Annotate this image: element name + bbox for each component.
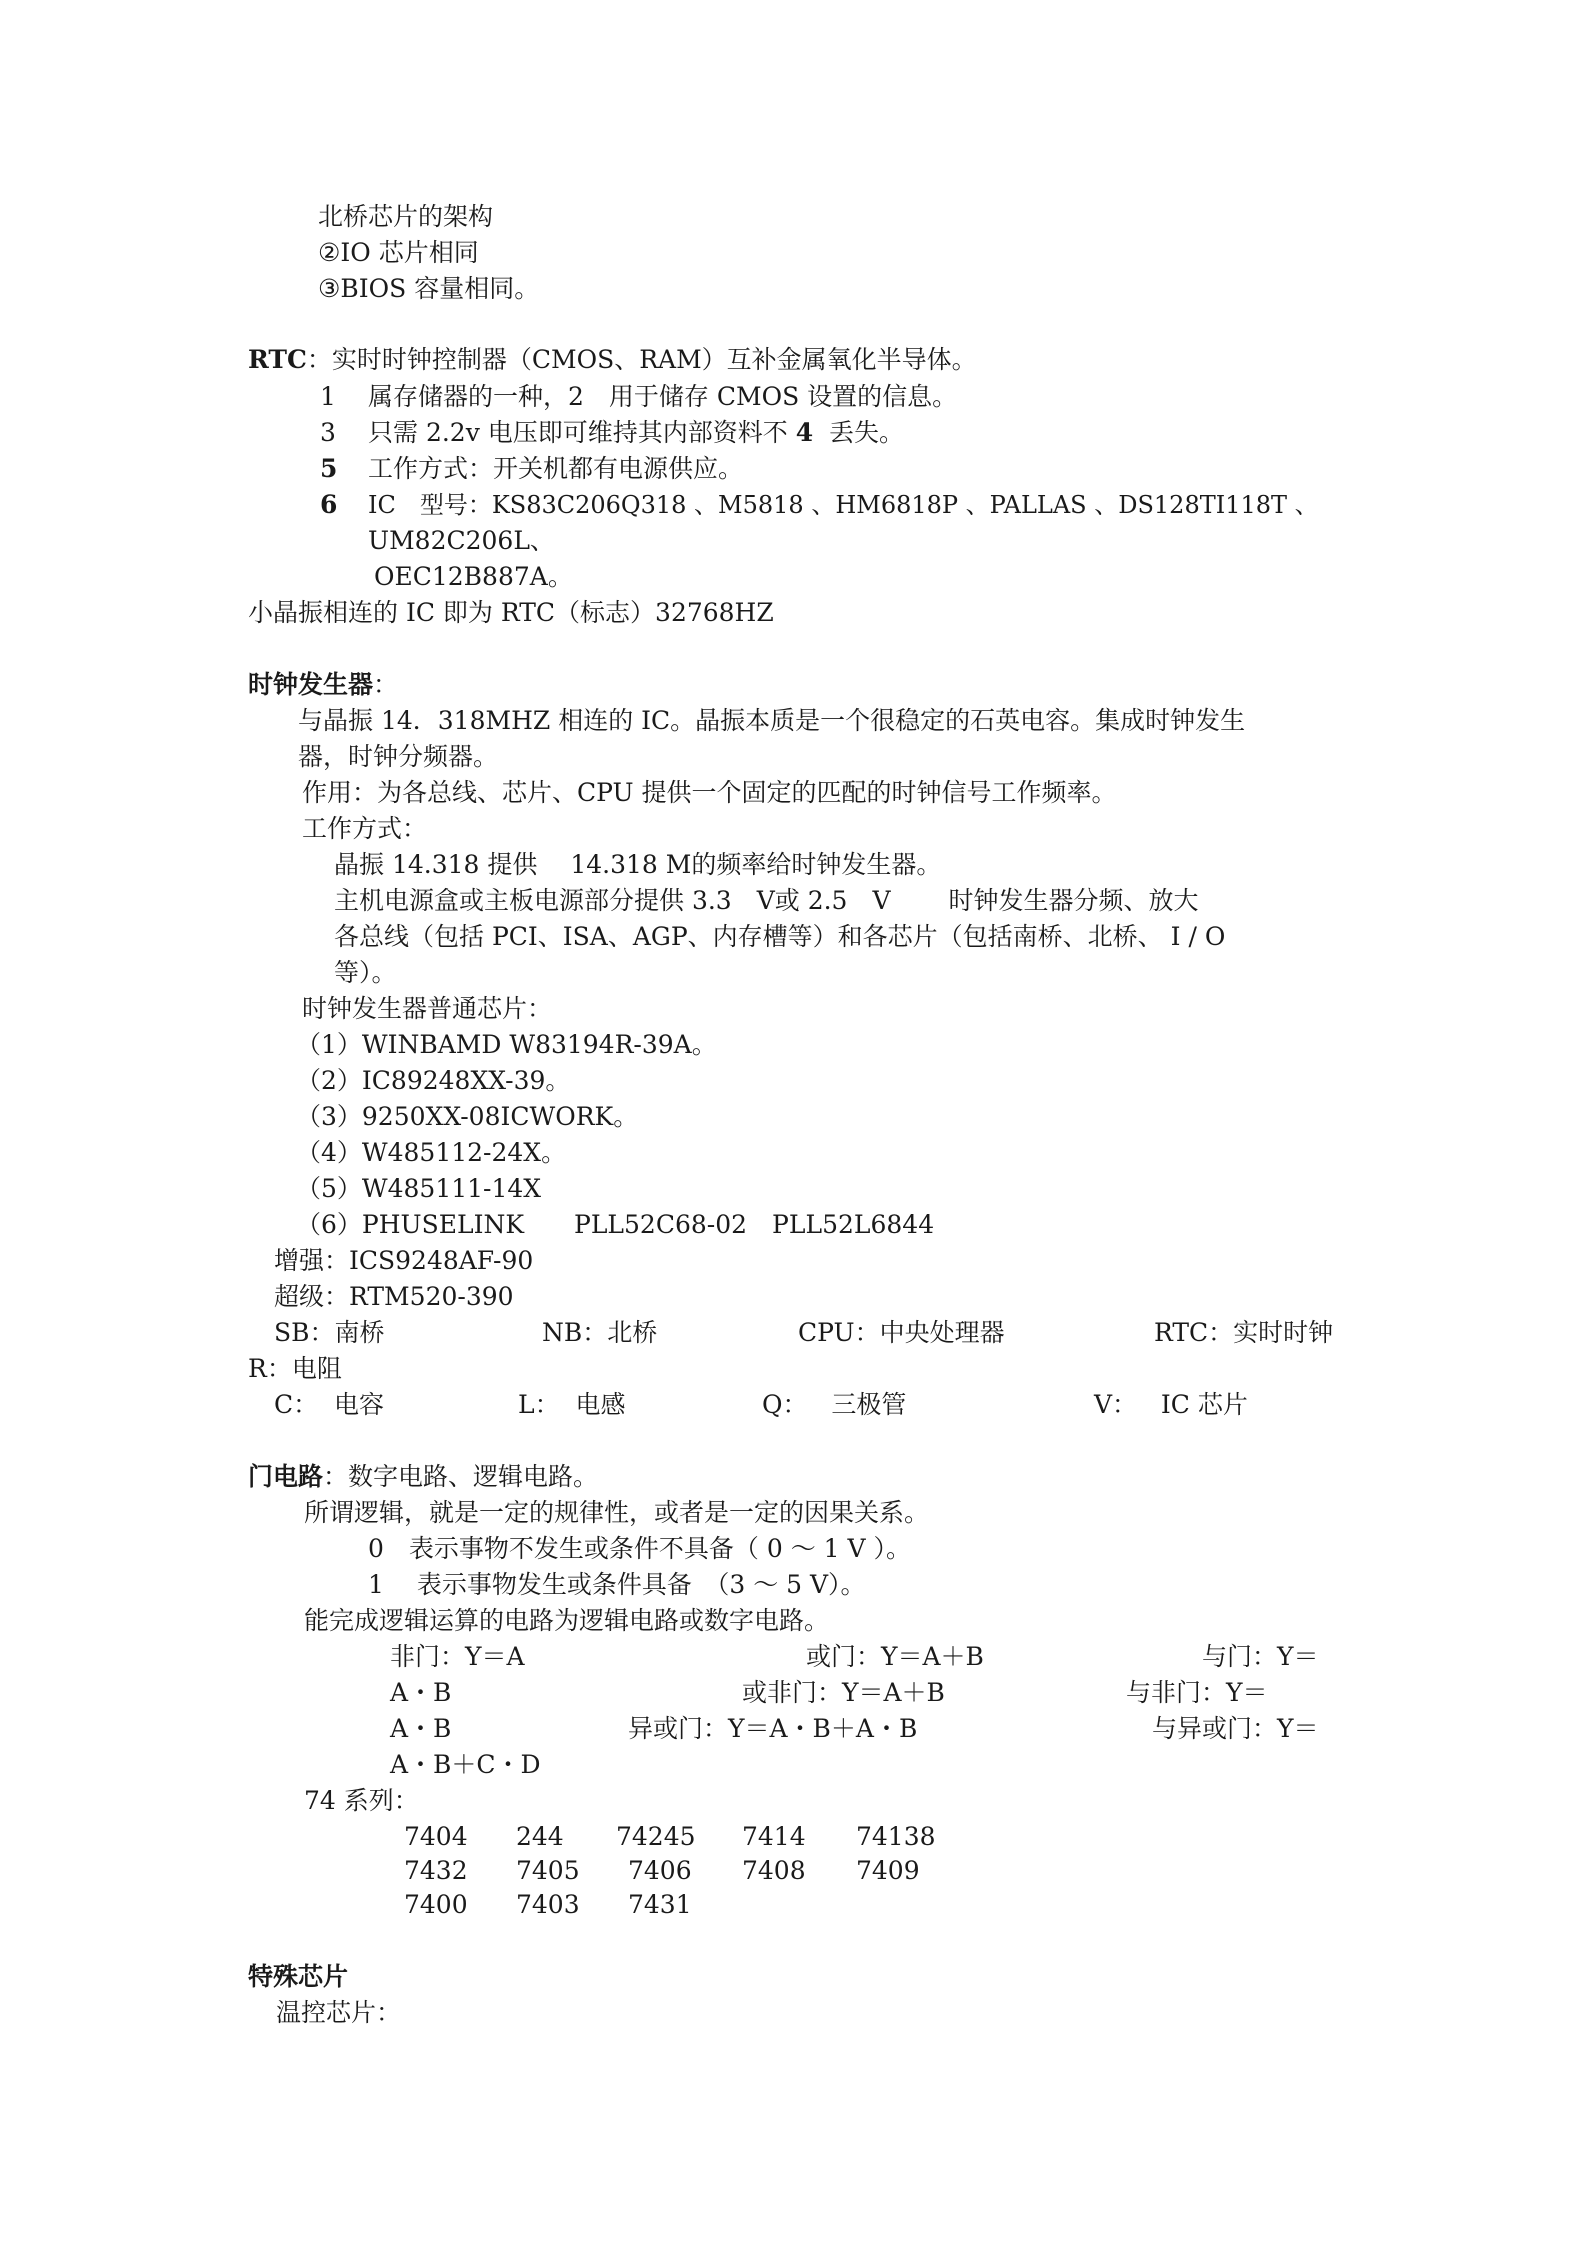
clock-title bbox=[248, 670, 398, 700]
rtc-item-3a: 只需 2.2v 电压即可维持其内部资料不 bbox=[368, 418, 788, 447]
gate-nor: 或非门：Y＝A＋B bbox=[742, 1678, 945, 1707]
nb-line-1: 北桥芯片的架构 bbox=[318, 202, 494, 231]
clock-function: 作用：为各总线、芯片、CPU 提供一个固定的匹配的时钟信号工作频率。 bbox=[302, 778, 1117, 807]
gate-p1: 所谓逻辑，就是一定的规律性，或者是一定的因果关系。 bbox=[304, 1498, 930, 1527]
clock-chip-3: （3）9250XX-08ICWORK。 bbox=[296, 1102, 639, 1131]
rtc-crystal-note: 小晶振相连的 IC 即为 RTC（标志）32768HZ bbox=[248, 598, 774, 627]
gate-xor: 异或门：Y＝A・B＋A・B bbox=[628, 1714, 918, 1743]
clock-p1b: 器，时钟分频器。 bbox=[298, 742, 499, 771]
rtc-item-5: 工作方式：开关机都有电源供应。 bbox=[368, 454, 744, 483]
chip-cell: 74138 bbox=[856, 1822, 936, 1851]
abbr-c: C： 电容 bbox=[274, 1390, 385, 1419]
rtc-title bbox=[248, 345, 977, 375]
gate-title bbox=[248, 1462, 598, 1492]
gate-and: 与门：Y＝ bbox=[1202, 1642, 1319, 1671]
abbr-rtc: RTC：实时时钟 bbox=[1154, 1318, 1334, 1347]
chip-cell: 7414 bbox=[742, 1822, 806, 1851]
rtc-item-6c: OEC12B887A。 bbox=[374, 562, 573, 591]
temp-control-chip: 温控芯片： bbox=[276, 1998, 402, 2027]
gate-p3: 1 表示事物发生或条件具备 （3 ～ 5 V）。 bbox=[368, 1570, 866, 1599]
gate-and-expr: A・B bbox=[390, 1678, 452, 1707]
rtc-item-5-num: 5 bbox=[320, 454, 338, 483]
gate-andxor: 与异或门：Y＝ bbox=[1152, 1714, 1319, 1743]
rtc-title-rest: ：实时时钟控制器（CMOS、RAM）互补金属氧化半导体。 bbox=[306, 345, 977, 374]
clock-head: 时钟发生器 bbox=[248, 670, 374, 699]
gate-title-rest: ：数字电路、逻辑电路。 bbox=[323, 1462, 599, 1491]
clock-chips-label: 时钟发生器普通芯片： bbox=[302, 994, 553, 1023]
chip-cell: 7432 bbox=[404, 1856, 468, 1885]
clock-chip-2: （2）IC89248XX-39。 bbox=[296, 1066, 571, 1095]
nb-line-3: ③BIOS 容量相同。 bbox=[318, 274, 540, 303]
gate-nand-expr: A・B bbox=[390, 1714, 452, 1743]
rtc-head: RTC bbox=[248, 345, 307, 374]
abbr-cpu: CPU：中央处理器 bbox=[798, 1318, 1005, 1347]
clock-p5c: 等）。 bbox=[334, 958, 397, 987]
chip-cell: 7403 bbox=[516, 1890, 580, 1919]
gate-p4: 能完成逻辑运算的电路为逻辑电路或数字电路。 bbox=[304, 1606, 830, 1635]
gate-not: 非门：Y＝A bbox=[390, 1642, 525, 1671]
clock-enhanced: 增强：ICS9248AF-90 bbox=[274, 1246, 534, 1275]
clock-chip-5: （5）W485111-14X bbox=[296, 1174, 542, 1203]
rtc-item-6: IC 型号：KS83C206Q318 、M5818 、HM6818P 、PALLAS 、DS128TI118T 、 bbox=[368, 491, 1319, 519]
chip-cell: 74245 bbox=[616, 1822, 696, 1851]
abbr-sb: SB：南桥 bbox=[274, 1318, 385, 1347]
rtc-item-3-num: 3 bbox=[320, 418, 336, 447]
rtc-item-3c: 丢失。 bbox=[829, 418, 905, 447]
clock-colon: ： bbox=[373, 670, 399, 699]
series-74-label: 74 系列： bbox=[304, 1786, 419, 1815]
clock-p5b: 各总线（包括 PCI、ISA、AGP、内存槽等）和各芯片（包括南桥、北桥、 I / O bbox=[334, 922, 1226, 951]
rtc-item-6b: UM82C206L、 bbox=[368, 526, 555, 555]
chip-cell: 7404 bbox=[404, 1822, 468, 1851]
rtc-item-4-num: 4 bbox=[795, 418, 814, 447]
nb-line-2: ②IO 芯片相同 bbox=[318, 238, 479, 267]
chip-cell: 7405 bbox=[516, 1856, 580, 1885]
chip-cell: 7406 bbox=[628, 1856, 692, 1885]
rtc-item-1-num: 1 bbox=[320, 382, 336, 411]
abbr-nb: NB：北桥 bbox=[542, 1318, 658, 1347]
abbr-q: Q： 三极管 bbox=[762, 1390, 907, 1419]
rtc-item-6-num: 6 bbox=[320, 490, 338, 519]
clock-chip-6: （6）PHUSELINK PLL52C68-02 PLL52L6844 bbox=[296, 1210, 935, 1239]
clock-mode-label: 工作方式： bbox=[302, 814, 428, 843]
chip-cell: 7409 bbox=[856, 1856, 920, 1885]
clock-chip-1: （1）WINBAMD W83194R-39A。 bbox=[296, 1030, 717, 1059]
abbr-v: V： IC 芯片 bbox=[1094, 1390, 1248, 1419]
clock-super: 超级：RTM520-390 bbox=[274, 1282, 514, 1311]
abbr-r: R：电阻 bbox=[248, 1354, 342, 1383]
clock-p5a: 主机电源盒或主板电源部分提供 3.3 V或 2.5 V 时钟发生器分频、放大 bbox=[334, 886, 1199, 915]
rtc-item-1: 属存储器的一种，2 用于储存 CMOS 设置的信息。 bbox=[368, 382, 958, 411]
gate-nand: 与非门：Y＝ bbox=[1126, 1678, 1268, 1707]
chip-cell: 7431 bbox=[628, 1890, 692, 1919]
clock-chip-4: （4）W485112-24X。 bbox=[296, 1138, 567, 1167]
rtc-item-3 bbox=[368, 418, 904, 448]
clock-p1a: 与晶振 14．318MHZ 相连的 IC。晶振本质是一个很稳定的石英电容。集成时钟发生 bbox=[298, 706, 1246, 735]
gate-or: 或门：Y＝A＋B bbox=[806, 1642, 984, 1671]
abbr-l: L： 电感 bbox=[518, 1390, 626, 1419]
chip-cell: 244 bbox=[516, 1822, 564, 1851]
gate-andxor-expr: A・B＋C・D bbox=[390, 1750, 541, 1779]
chip-cell: 7400 bbox=[404, 1890, 468, 1919]
gate-p2: 0 表示事物不发生或条件不具备（ 0 ～ 1 V ）。 bbox=[368, 1534, 912, 1563]
chip-cell: 7408 bbox=[742, 1856, 806, 1885]
special-chips-title: 特殊芯片 bbox=[248, 1962, 349, 1991]
clock-p4: 晶振 14.318 提供 14.318 M的频率给时钟发生器。 bbox=[334, 850, 942, 879]
gate-head: 门电路 bbox=[248, 1462, 324, 1491]
